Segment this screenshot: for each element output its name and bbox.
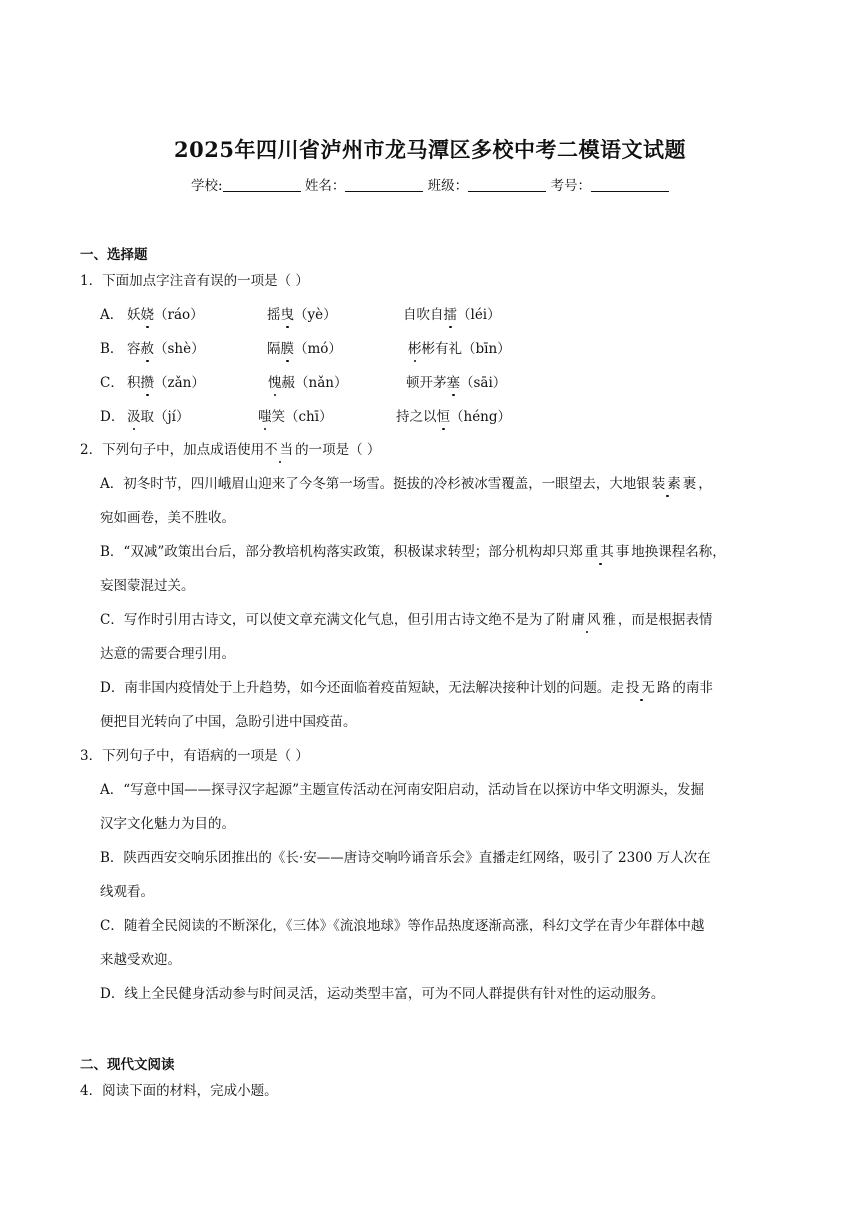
option-label: A．: [100, 307, 124, 323]
question-2-option-c-cont: 达意的需要合理引用。: [100, 646, 235, 662]
option-word: 嗤笑（chī）: [258, 405, 333, 425]
question-3-option-b-cont: 线观看。: [100, 884, 154, 900]
question-3-option-d: D．线上全民健身活动参与时间灵活，运动类型丰富，可为不同人群提供有针对性的运动服务。: [100, 986, 665, 1002]
question-4-stem: 4．阅读下面的材料，完成小题。: [80, 1083, 278, 1099]
question-2-option-d: D．南非国内疫情处于上升趋势，如今还面临着疫苗短缺，无法解决接种计划的问题。走投无路的南非: [100, 676, 713, 696]
student-info-line: [0, 174, 860, 194]
question-3-option-a-cont: 汉字文化魅力为目的。: [100, 816, 235, 832]
question-3-option-c-cont: 来越受欢迎。: [100, 952, 181, 968]
section-heading-choice: 一、选择题: [80, 247, 148, 263]
option-word: 汲取（jí）: [127, 405, 190, 425]
class-blank[interactable]: [468, 179, 546, 192]
question-3-stem: 3．下列句子中，有语病的一项是（ ）: [80, 748, 309, 764]
question-2-option-d-cont: 便把目光转向了中国，急盼引进中国疫苗。: [100, 714, 357, 730]
question-2-option-a-cont: 宛如画卷，美不胜收。: [100, 510, 235, 526]
option-word: 摇曳（yè）: [267, 303, 337, 323]
option-label: B．: [100, 341, 124, 357]
school-label: 学校:: [191, 178, 223, 194]
question-2-option-c: C．写作时引用古诗文，可以使文章充满文化气息，但引用古诗文绝不是为了附庸风雅，而是根据表情: [100, 608, 712, 628]
question-2-stem: 2．下列句子中，加点成语使用不当的一项是（ ）: [80, 438, 380, 458]
section-heading-reading: 二、现代文阅读: [80, 1057, 175, 1073]
option-word: 妖娆（ráo）: [127, 303, 204, 323]
option-word: 容赦（shè）: [127, 337, 205, 357]
option-word: 顿开茅塞（sāi）: [406, 371, 506, 391]
option-word: 自吹自擂（léi）: [403, 303, 501, 323]
question-2-option-b: B．“双减”政策出台后，部分教培机构落实政策，积极谋求转型；部分机构却只郑重其事地换课程名称，: [100, 540, 726, 560]
question-3-option-c: C．随着全民阅读的不断深化，《三体》《流浪地球》等作品热度逐渐高涨，科幻文学在青少年群体中越: [100, 918, 705, 934]
option-word: 愧赧（nǎn）: [268, 371, 347, 391]
name-label: 姓名：: [304, 178, 346, 194]
question-2-option-a: A．初冬时节，四川峨眉山迎来了今冬第一场雪。挺拔的冷杉被冰雪覆盖，一眼望去，大地银装素裹，: [100, 472, 712, 492]
option-word: 彬彬有礼（bīn）: [408, 337, 511, 357]
option-word: 持之以恒（héng）: [396, 405, 511, 425]
option-label: D．: [100, 409, 125, 425]
option-word: 积攒（zǎn）: [127, 371, 205, 391]
option-label: C．: [100, 375, 124, 391]
class-label: 班级：: [427, 178, 469, 194]
question-1-stem: 1．下面加点字注音有误的一项是（ ）: [80, 273, 309, 289]
exam-number-blank[interactable]: [591, 179, 669, 192]
question-3-option-b: B．陕西西安交响乐团推出的《长·安——唐诗交响吟诵音乐会》直播走红网络，吸引了 2300 万人次在: [100, 850, 711, 866]
name-blank[interactable]: [345, 179, 423, 192]
page-title: 2025年四川省泸州市龙马潭区多校中考二模语文试题: [174, 137, 686, 162]
school-blank[interactable]: [223, 179, 301, 192]
option-word: 隔膜（mó）: [267, 337, 342, 357]
question-3-option-a: A．“写意中国——探寻汉字起源”主题宣传活动在河南安阳启动，活动旨在以探访中华文明源头，发掘: [100, 782, 705, 798]
exam-number-label: 考号：: [550, 178, 591, 194]
question-2-option-b-cont: 妄图蒙混过关。: [100, 578, 195, 594]
